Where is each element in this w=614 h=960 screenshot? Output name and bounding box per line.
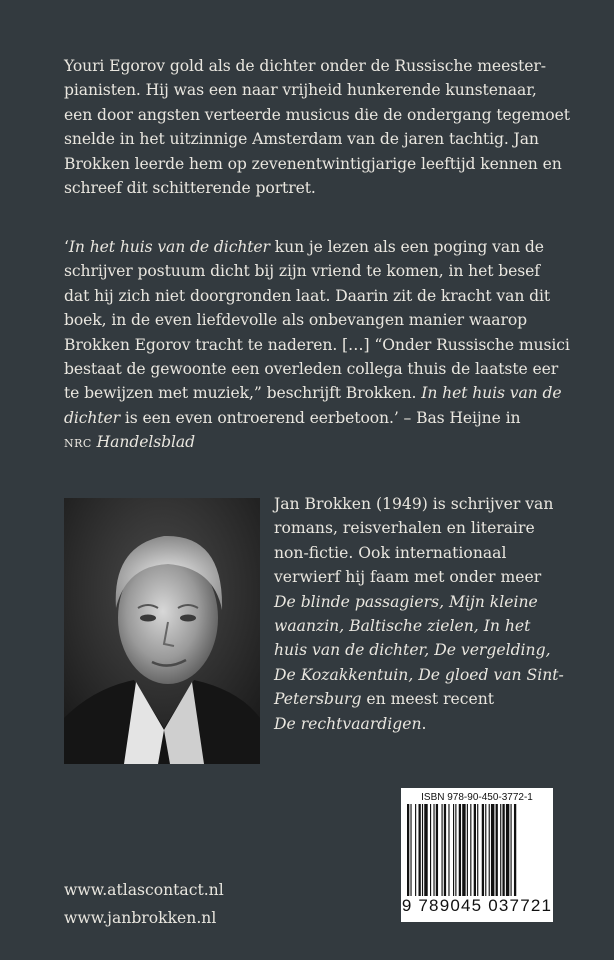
bio-line (274, 687, 564, 711)
bio-line: non-fictie. Ook internationaal (274, 543, 507, 562)
barcode-bar (410, 804, 411, 896)
blurb-line: snelde in het uitzinnige Amsterdam van de jaren tachtig. Jan (64, 130, 539, 149)
barcode-bar (419, 804, 421, 896)
quote-text: is een even ontroerend eerbetoon.’ – Bas Heijne in (120, 408, 521, 427)
quote-line: boek, in de even liefdevolle als onbevangen manier waarop (64, 311, 527, 330)
barcode-bar (482, 804, 484, 896)
barcode-bar (430, 804, 431, 896)
blurb-line: een door angsten verteerde musicus die de ondergang tegemoet (64, 105, 570, 124)
quote-line (64, 406, 584, 430)
isbn-label: ISBN 978-90-450-3772-1 (421, 792, 533, 803)
barcode-bar (467, 804, 468, 896)
book-titles: waanzin, Baltische zielen, In het (274, 617, 531, 636)
barcode-bar (502, 804, 504, 896)
barcode-bar (485, 804, 486, 896)
bio-text: . (421, 714, 427, 733)
quote-line: Brokken Egorov tracht te naderen. […] “Onder Russische musici (64, 335, 570, 354)
barcode-bar (489, 804, 490, 896)
bio-line (274, 590, 564, 614)
quote-line (64, 381, 584, 405)
quote-line (64, 430, 584, 454)
quote-line: dat hij zich niet doorgronden laat. Daarin zit de kracht van dit (64, 286, 551, 305)
barcode-bar (514, 804, 516, 896)
newspaper-abbrev: nrc (64, 433, 92, 452)
book-titles: huis van de dichter, De vergelding, (274, 641, 551, 660)
quote-text: kun je lezen als een poging van de (269, 238, 544, 256)
blurb-line: pianisten. Hij was een naar vrijheid hunkerende kunstenaar, (64, 81, 537, 100)
blurb-line: Brokken leerde hem op zevenentwintigjarige leeftijd kennen en (64, 154, 562, 173)
author-photo (64, 498, 260, 764)
barcode-bar (477, 804, 478, 896)
barcode-bar (436, 804, 438, 896)
barcode-bar (462, 804, 465, 896)
barcode-bar (506, 804, 509, 896)
barcode-bar (424, 804, 427, 896)
bio-line (274, 638, 564, 662)
book-title: In het huis van de (421, 384, 562, 403)
bio-line: Jan Brokken (1949) is schrijver van (274, 495, 554, 513)
blurb-line: schreef dit schitterende portret. (64, 179, 316, 198)
barcode-bar (442, 804, 443, 896)
book-title: In het huis van de dichter (68, 238, 270, 256)
author-website-link[interactable]: www.janbrokken.nl (64, 909, 217, 927)
barcode-digits: 9 789045 037721 (401, 896, 553, 915)
book-titles: De Kozakkentuin, De gloed van Sint- (274, 665, 564, 684)
barcode-bar (491, 804, 494, 896)
website-links (64, 876, 224, 932)
isbn-barcode (401, 788, 553, 922)
newspaper-name: Handelsblad (91, 433, 195, 452)
barcode-bar (433, 804, 434, 896)
barcode-bar (474, 804, 476, 896)
barcode-bar (470, 804, 471, 896)
quote-text: te bewijzen met muziek,” beschrijft Brokken. (64, 384, 422, 403)
barcode-bar (459, 804, 461, 896)
bio-line: romans, reisverhalen en literaire (274, 519, 535, 538)
barcode-bar (444, 804, 446, 896)
book-titles: De blinde passagiers, Mijn kleine (274, 592, 538, 611)
bio-line (274, 663, 564, 687)
blurb-line: Youri Egorov gold als de dichter onder de Russische meester- (64, 57, 546, 75)
barcode-bar (415, 804, 416, 896)
bio-line (274, 614, 564, 638)
barcode-bar (511, 804, 512, 896)
author-bio (274, 492, 564, 736)
publisher-website-link[interactable]: www.atlascontact.nl (64, 881, 224, 899)
book-title: dichter (64, 408, 120, 427)
bio-line (274, 712, 564, 736)
barcode-bar (448, 804, 449, 896)
barcode-bar (422, 804, 423, 896)
bio-line: verwierf hij faam met onder meer (274, 568, 542, 587)
quote-line (64, 235, 584, 259)
barcode-bar (455, 804, 456, 896)
blurb-text (64, 54, 584, 200)
quote-open-mark: ‘ (64, 238, 69, 256)
author-portrait-image (64, 498, 260, 764)
quote-line: schrijver postuum dicht bij zijn vriend te komen, in het besef (64, 262, 540, 281)
barcode-bar (496, 804, 498, 896)
quote-line: bestaat de gewoonte een overleden collega thuis de laatste eer (64, 360, 559, 379)
barcode-bar (500, 804, 501, 896)
barcode-bar (453, 804, 454, 896)
review-quote (64, 235, 584, 455)
book-title: De rechtvaardigen (274, 714, 422, 733)
bio-text: en meest recent (361, 690, 495, 709)
book-title: Petersburg (274, 690, 362, 709)
barcode-bars (407, 804, 547, 896)
barcode-bar (407, 804, 409, 896)
